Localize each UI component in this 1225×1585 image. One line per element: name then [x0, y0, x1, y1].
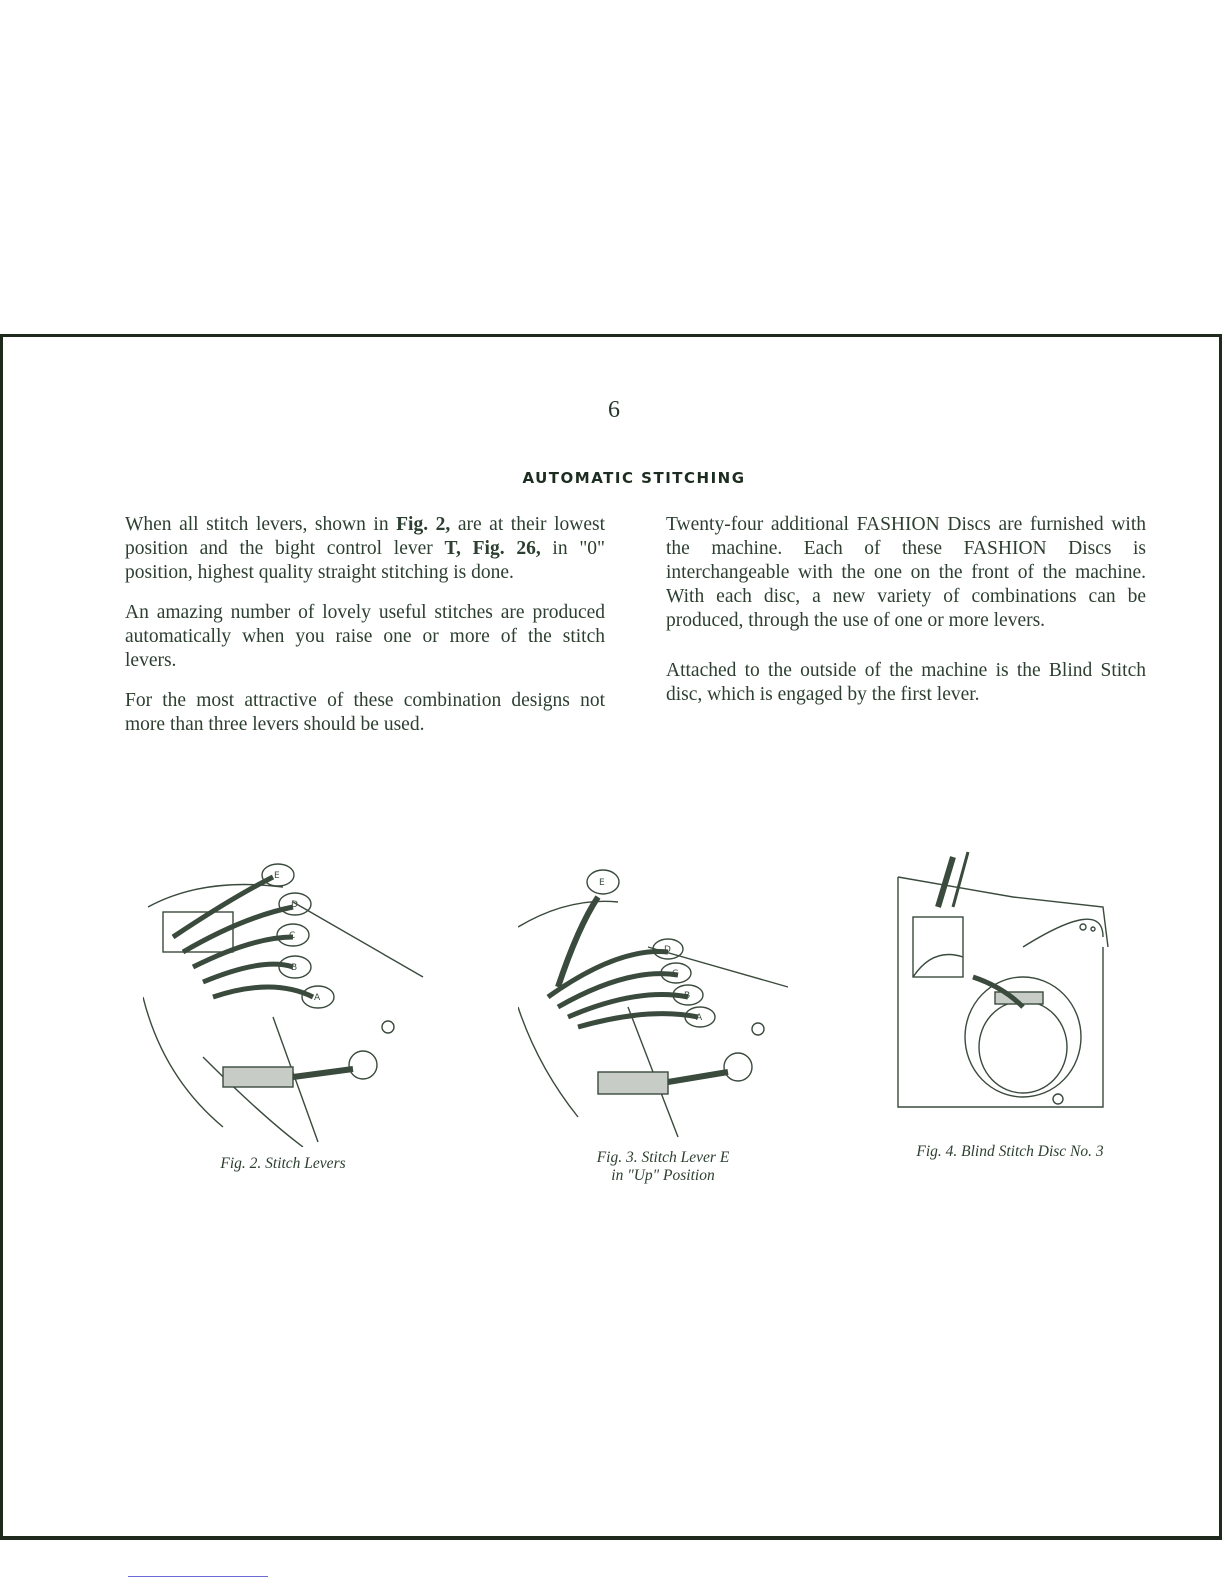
figure-reference: T, Fig. 26, — [444, 538, 541, 559]
right-paragraph-2: Attached to the outside of the machine is the Blind Stitch disc, which is engaged by the first lever. — [666, 660, 1146, 705]
figure-4-caption: Fig. 4. Blind Stitch Disc No. 3 — [916, 1143, 1104, 1160]
lever-letter: E — [599, 878, 605, 888]
lever-letter: A — [696, 1013, 703, 1023]
figure-2-caption: Fig. 2. Stitch Levers — [220, 1155, 346, 1172]
lever-e-up-illustration — [518, 857, 808, 1147]
lever-letter: A — [314, 993, 321, 1003]
left-paragraph-2: An amazing number of lovely useful stitches are produced automatically when you raise one or more of the stitch levers. — [125, 602, 605, 671]
figure-3-lever-e-up — [518, 857, 808, 1147]
lever-letter: D — [291, 900, 298, 910]
lever-letter: C — [672, 969, 679, 979]
page-number: 6 — [608, 397, 620, 423]
stitch-levers-illustration — [143, 857, 443, 1147]
figure-reference: Fig. 2, — [396, 514, 451, 535]
lever-letter: B — [684, 991, 691, 1001]
blind-stitch-disc-illustration — [893, 837, 1123, 1127]
left-column — [125, 513, 605, 753]
lever-letter: E — [274, 871, 280, 881]
figure-3-caption: Fig. 3. Stitch Lever E in "Up" Position — [596, 1149, 730, 1184]
figure-4-blind-stitch-disc — [893, 837, 1123, 1127]
lever-letter: B — [291, 963, 298, 973]
left-paragraph-1: When all stitch levers, shown in Fig. 2, are at their lowest position and the bight control lever T, Fig. 26, in "0" position, highest quality straight stitching is done. — [125, 514, 605, 583]
right-column — [666, 513, 1146, 733]
lever-letter: C — [289, 931, 296, 941]
manual-page — [0, 334, 1222, 1540]
right-paragraph-1: Twenty-four additional FASHION Discs are furnished with the machine. Each of these FASHION Discs is interchangeable with the one on the front of the machine. With each disc, a new variety of combinations can be produced, through the use of one or more levers. — [666, 514, 1146, 631]
left-paragraph-3: For the most attractive of these combination designs not more than three levers should be used. — [125, 690, 605, 735]
scan-artifact-line — [128, 1576, 268, 1577]
lever-letter: D — [664, 945, 671, 955]
figure-2-stitch-levers — [143, 857, 443, 1147]
section-heading: AUTOMATIC STITCHING — [522, 469, 746, 487]
